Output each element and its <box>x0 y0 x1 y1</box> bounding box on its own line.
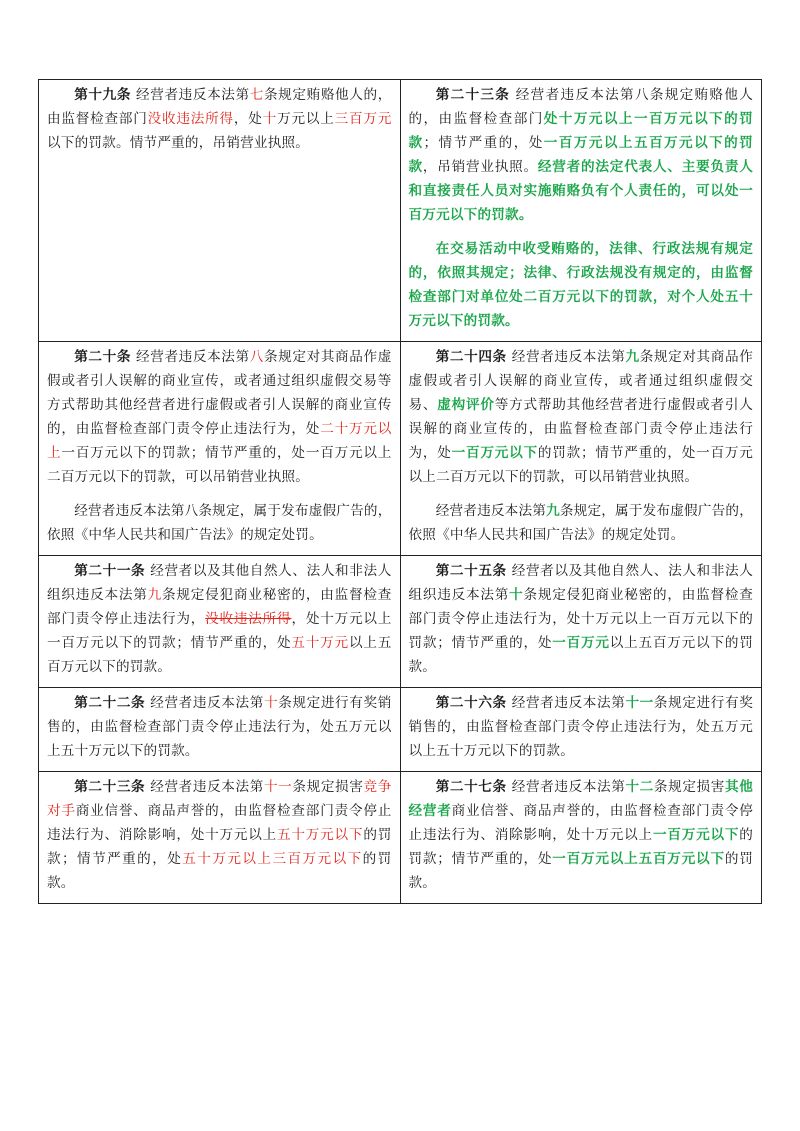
deleted-or-changed-text: 五十万元以下 <box>277 827 364 843</box>
deleted-or-changed-text: 竞争对手 <box>47 779 392 819</box>
article-text: 万元以上 <box>277 111 335 127</box>
added-or-changed-text: 一百万元以下 <box>652 827 740 843</box>
article-text: 经营者违反本法第 <box>506 695 626 711</box>
table-row <box>39 80 762 342</box>
added-or-changed-text: 十一 <box>625 695 654 711</box>
article-text: 条规定进行有奖销售的，由监督检查部门责令停止违法行为，处五万元以上五十万元以下的罚款。 <box>47 695 392 759</box>
article-number: 第二十七条 <box>435 779 507 795</box>
article-paragraph <box>409 237 754 333</box>
article-text: 的罚款；情节严重的，处 <box>47 827 392 867</box>
deleted-or-changed-text: 八 <box>249 349 264 365</box>
article-number: 第二十三条 <box>74 779 146 795</box>
deleted-or-changed-text: 三百万元 <box>334 111 392 127</box>
new-law-cell <box>400 80 762 342</box>
article-text: 经营者违反本法第八条规定，属于发布虚假广告的，依照《中华人民共和国广告法》的规定处罚。 <box>47 503 392 543</box>
table-row <box>39 342 762 556</box>
article-number: 第十九条 <box>74 87 132 103</box>
article-text: ，处 <box>233 111 263 127</box>
added-or-changed-text: 十二 <box>625 779 654 795</box>
article-text: 经营者违反本法第 <box>506 349 626 365</box>
deleted-or-changed-text: 七 <box>249 87 264 103</box>
article-paragraph <box>47 499 392 547</box>
added-or-changed-text: 九 <box>625 349 640 365</box>
added-or-changed-text: 虚构评价 <box>437 397 495 413</box>
article-text: 条规定损害 <box>653 779 725 795</box>
article-text: 经营者违反本法第 <box>131 87 250 103</box>
old-law-cell <box>39 772 401 904</box>
article-paragraph <box>47 691 392 763</box>
added-or-changed-text: 一百万元以上五百万元以下的罚款 <box>408 135 753 175</box>
article-paragraph <box>47 775 392 895</box>
article-text: 经营者违反本法第 <box>435 503 547 519</box>
table-row <box>39 556 762 688</box>
article-text: 条规定侵犯商业秘密的，由监督检查部门责令停止违法行为， <box>47 587 392 627</box>
deleted-or-changed-text: 十 <box>262 111 278 127</box>
article-text: 以上五百万元以下的罚款。 <box>47 635 392 675</box>
added-or-changed-text: 其他经营者 <box>408 779 754 819</box>
table-row <box>39 688 762 772</box>
new-law-cell <box>400 688 762 772</box>
article-text: ；情节严重的，处 <box>423 135 544 151</box>
article-paragraph <box>47 83 392 155</box>
deleted-or-changed-text: 十 <box>263 695 279 711</box>
article-text: 条规定对其商品作虚假或者引人误解的商业宣传，或者通过组织虚假交易等方式帮助其他经营者进行虚假或者引人误解的商业宣传的，由监督检查部门责令停止违法行为，处 <box>47 349 392 437</box>
new-law-cell <box>400 772 762 904</box>
table-row <box>39 772 762 904</box>
article-number: 第二十三条 <box>435 87 511 103</box>
added-or-changed-text: 处十万元以上一百万元以下的罚款 <box>408 111 753 151</box>
article-text: 以下的罚款。情节严重的，吊销营业执照。 <box>47 135 310 151</box>
added-or-changed-text: 一百万元 <box>552 635 610 651</box>
article-text: 条规定进行有奖销售的，由监督检查部门责令停止违法行为，处五万元以上五十万元以下的罚款。 <box>408 695 754 759</box>
article-number: 第二十五条 <box>435 563 507 579</box>
article-text: 条规定侵犯商业秘密的，由监督检查部门责令停止违法行为，处十万元以上一百万元以下的罚款；情节严重的，处 <box>408 587 754 651</box>
old-law-cell <box>39 556 401 688</box>
deleted-or-changed-text: 没收违法所得 <box>205 611 292 627</box>
comparison-table-body <box>39 80 762 904</box>
article-text: 条规定贿赂他人的，由监督检查部门 <box>47 87 392 127</box>
old-law-cell <box>39 80 401 342</box>
added-or-changed-text: 一百万元以下 <box>451 445 538 461</box>
added-or-changed-text: 经营者的法定代表人、主要负责人和直接责任人员对实施贿赂负有个人责任的，可以处一百万元以下的罚款。 <box>408 159 754 223</box>
article-text: 的罚款；情节严重的，处 <box>408 827 754 867</box>
article-paragraph <box>409 83 754 227</box>
article-paragraph <box>409 775 754 895</box>
article-text: 商业信誉、商品声誉的，由监督检查部门责令停止违法行为、消除影响，处十万元以上 <box>408 803 753 843</box>
article-paragraph <box>47 345 392 489</box>
article-number: 第二十一条 <box>74 563 146 579</box>
article-text: 条规定损害 <box>292 779 364 795</box>
new-law-cell <box>400 556 762 688</box>
article-text: 的罚款；情节严重的，处一百万元以上二百万元以下的罚款，可以吊销营业执照。 <box>408 445 754 485</box>
article-text: 经营者以及其他自然人、法人和非法人组织违反本法第 <box>408 563 754 603</box>
article-paragraph <box>409 499 754 547</box>
article-text: 经营者违反本法第 <box>131 349 250 365</box>
article-text: 等方式帮助其他经营者进行虚假或者引人误解的商业宣传的，由监督检查部门责令停止违法行为，处 <box>408 397 753 461</box>
new-law-cell <box>400 342 762 556</box>
article-number: 第二十条 <box>74 349 132 365</box>
article-text: ，吊销营业执照。 <box>422 159 538 175</box>
added-or-changed-text: 十 <box>509 587 524 603</box>
added-or-changed-text: 一百万元以上五百万元以下 <box>552 851 725 867</box>
old-law-cell <box>39 688 401 772</box>
added-or-changed-text: 九 <box>546 503 560 519</box>
article-number: 第二十二条 <box>74 695 146 711</box>
article-paragraph <box>47 559 392 679</box>
article-paragraph <box>409 345 754 489</box>
deleted-or-changed-text: 十一 <box>263 779 293 795</box>
article-text: 以上五百万元以下的罚款。 <box>408 635 753 675</box>
article-paragraph <box>409 559 754 679</box>
article-text: 条规定，属于发布虚假广告的，依照《中华人民共和国广告法》的规定处罚。 <box>408 503 753 543</box>
article-text: 的罚款。 <box>47 851 392 891</box>
deleted-or-changed-text: 二十万元以上 <box>47 421 392 461</box>
comparison-table <box>38 79 762 904</box>
article-text: 商业信誉、商品声誉的，由监督检查部门责令停止违法行为、消除影响，处十万元以上 <box>47 803 392 843</box>
article-number: 第二十四条 <box>435 349 507 365</box>
article-text: 经营者违反本法第 <box>145 695 264 711</box>
deleted-or-changed-text: 五十万元以上三百万元以下 <box>182 851 363 867</box>
deleted-or-changed-text: 五十万元 <box>291 635 349 651</box>
article-text: ，处十万元以上一百万元以下的罚款；情节严重的，处 <box>47 611 392 651</box>
article-text: 经营者违反本法第八条规定贿赂他人的，由监督检查部门 <box>408 87 753 127</box>
article-text: 经营者违反本法第 <box>506 779 626 795</box>
article-text: 经营者违反本法第 <box>145 779 264 795</box>
deleted-or-changed-text: 九 <box>147 587 163 603</box>
deleted-or-changed-text: 没收违法所得 <box>147 111 234 127</box>
article-number: 第二十六条 <box>435 695 507 711</box>
article-text: 的罚款。 <box>408 851 753 891</box>
added-or-changed-text: 在交易活动中收受贿赂的，法律、行政法规有规定的，依照其规定；法律、行政法规没有规定的，由监督检查部门对单位处二百万元以下的罚款，对个人处五十万元以下的罚款。 <box>408 241 753 329</box>
article-text: 条规定对其商品作虚假或者引人误解的商业宣传，或者通过组织虚假交易、 <box>408 349 753 413</box>
article-paragraph <box>409 691 754 763</box>
article-text: 经营者以及其他自然人、法人和非法人组织违反本法第 <box>47 563 392 603</box>
article-text: 一百万元以下的罚款；情节严重的，处一百万元以上二百万元以下的罚款，可以吊销营业执照。 <box>47 445 392 485</box>
old-law-cell <box>39 342 401 556</box>
